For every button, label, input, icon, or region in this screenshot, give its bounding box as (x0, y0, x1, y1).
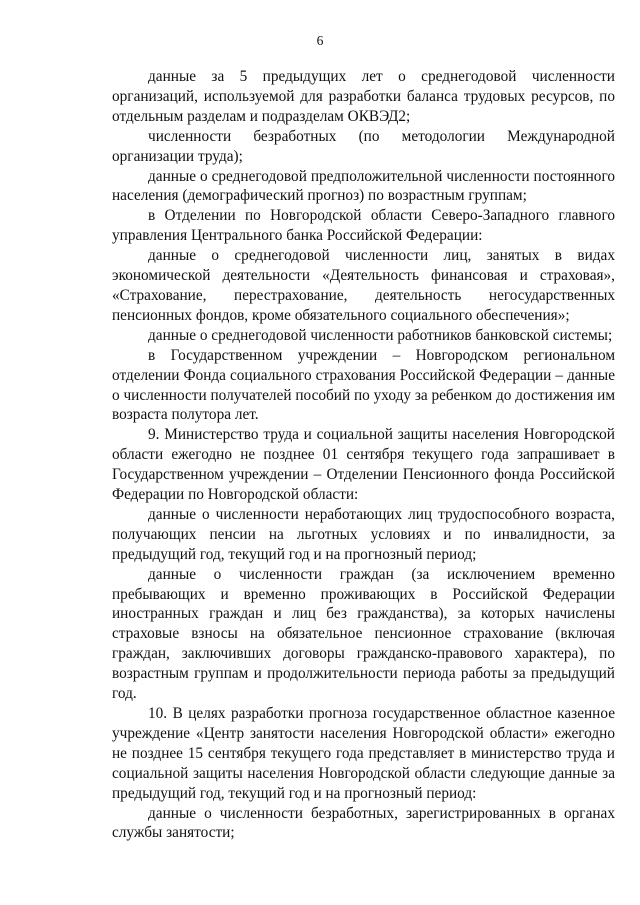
paragraph-5: данные о среднегодовой численности лиц, занятых в видах экономической деятельности «Деятельность финансовая и страховая», «Страхование, перестрахование, деятельность негосударственных пенсионных фондов, кроме обязательного социального обеспечения»; (112, 247, 615, 324)
paragraph-9: данные о численности неработающих лиц трудоспособного возраста, получающих пенсии на льготных условиях и по инвалидности, за предыдущий год, текущий год и на прогнозный период; (112, 505, 615, 563)
paragraph-4: в Отделении по Новгородской области Северо-Западного главного управления Центрального банка Российской Федерации: (112, 207, 615, 245)
paragraph-10: данные о численности граждан (за исключением временно пребывающих и временно проживающих в Российской Федерации иностранных граждан и лиц без гражданства), за которых начислены страховые взносы на обязательное пенсионное страхование (включая граждан, заключивших договоры гражданско-правового характера), по возрастным группам и продолжительности периода работы за предыдущий год. (112, 565, 615, 703)
page-number: 6 (316, 33, 324, 48)
paragraph-1: данные за 5 предыдущих лет о среднегодовой численности организаций, используемой для разработки баланса трудовых ресурсов, по отдельным разделам и подразделам ОКВЭД2; (112, 68, 615, 125)
paragraph-3: данные о среднегодовой предположительной численности постоянного населения (демографический прогноз) по возрастным группам; (112, 167, 615, 205)
paragraph-7: в Государственном учреждении – Новгородском региональном отделении Фонда социального страхования Российской Федерации – данные о численности получателей пособий по уходу за ребенком до достижения им возраста полутора лет. (112, 346, 615, 424)
document-body (112, 67, 615, 843)
paragraph-12: данные о численности безработных, зарегистрированных в органах службы занятости; (112, 804, 615, 842)
paragraph-2: численности безработных (по методологии Международной организации труда); (112, 127, 615, 165)
paragraph-6: данные о среднегодовой численности работников банковской системы; (148, 326, 613, 344)
paragraph-11-item-10: 10. В целях разработки прогноза государственное областное казенное учреждение «Центр занятости населения Новгородской области» ежегодно не позднее 15 сентября текущего года представляет в министерство труда и социальной защиты населения Новгородской области следующие данные за предыдущий год, текущий год и на прогнозный период: (112, 705, 615, 802)
paragraph-8-item-9: 9. Министерство труда и социальной защиты населения Новгородской области ежегодно не позднее 01 сентября текущего года запрашивает в Государственном учреждении – Отделении Пенсионного фонда Российской Федерации по Новгородской области: (112, 426, 615, 504)
